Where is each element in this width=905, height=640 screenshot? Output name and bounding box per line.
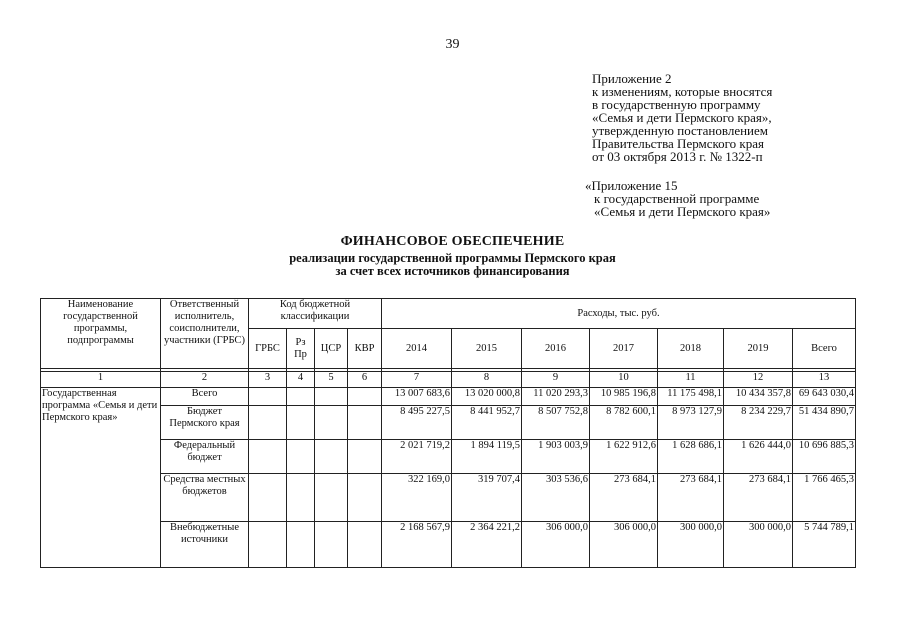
funding-source: Всего xyxy=(161,388,249,406)
financing-table xyxy=(40,298,856,568)
table-row xyxy=(41,406,856,440)
column-number: 1 xyxy=(41,372,161,388)
funding-source: Федеральный бюджет xyxy=(161,440,249,474)
page-number: 39 xyxy=(445,37,460,52)
value-cell: 13 007 683,6 xyxy=(382,388,452,406)
value-cell: 303 536,6 xyxy=(522,474,590,522)
value-cell: 8 441 952,7 xyxy=(452,406,522,440)
value-cell: 319 707,4 xyxy=(452,474,522,522)
header-kvr: КВР xyxy=(348,329,382,369)
value-cell: 2 168 567,9 xyxy=(382,522,452,568)
value-cell: 306 000,0 xyxy=(590,522,658,568)
header-responsible: Ответственный исполнитель, соисполнители, участники (ГРБС) xyxy=(161,299,249,369)
value-cell: 8 973 127,9 xyxy=(658,406,724,440)
value-cell: 8 782 600,1 xyxy=(590,406,658,440)
appendix-line: «Семья и дети Пермского края», xyxy=(592,110,772,125)
header-year: 2018 xyxy=(658,329,724,369)
funding-source: Средства местных бюджетов xyxy=(161,474,249,522)
header-expenses: Расходы, тыс. руб. xyxy=(382,299,856,329)
value-cell: 11 175 498,1 xyxy=(658,388,724,406)
appendix-line: от 03 октября 2013 г. № 1322-п xyxy=(592,149,763,164)
column-number: 5 xyxy=(315,372,348,388)
header-budget-code: Код бюджетной классификации xyxy=(249,299,382,329)
value-cell: 300 000,0 xyxy=(658,522,724,568)
appendix15-block xyxy=(585,179,770,218)
value-cell: 13 020 000,8 xyxy=(452,388,522,406)
value-cell: 8 234 229,7 xyxy=(724,406,793,440)
column-number: 8 xyxy=(452,372,522,388)
appendix15-line: «Приложение 15 xyxy=(585,178,678,193)
header-year: 2014 xyxy=(382,329,452,369)
appendix15-line: к государственной программе xyxy=(594,191,760,206)
funding-source: Внебюджетные источники xyxy=(161,522,249,568)
value-cell: 10 434 357,8 xyxy=(724,388,793,406)
value-cell: 51 434 890,7 xyxy=(793,406,856,440)
column-number: 3 xyxy=(249,372,287,388)
column-number: 12 xyxy=(724,372,793,388)
value-cell: 273 684,1 xyxy=(724,474,793,522)
appendix15-line: «Семья и дети Пермского края» xyxy=(594,204,771,219)
value-cell: 300 000,0 xyxy=(724,522,793,568)
header-year: 2016 xyxy=(522,329,590,369)
value-cell: 1 622 912,6 xyxy=(590,440,658,474)
header-year: 2015 xyxy=(452,329,522,369)
funding-source: Бюджет Пермского края xyxy=(161,406,249,440)
value-cell: 322 169,0 xyxy=(382,474,452,522)
value-cell: 5 744 789,1 xyxy=(793,522,856,568)
header-grbs: ГРБС xyxy=(249,329,287,369)
document-title: ФИНАНСОВОЕ ОБЕСПЕЧЕНИЕ xyxy=(340,234,565,249)
header-year: 2017 xyxy=(590,329,658,369)
value-cell: 1 894 119,5 xyxy=(452,440,522,474)
value-cell: 11 020 293,3 xyxy=(522,388,590,406)
table-row xyxy=(41,522,856,568)
value-cell: 10 696 885,3 xyxy=(793,440,856,474)
column-number: 10 xyxy=(590,372,658,388)
value-cell: 8 507 752,8 xyxy=(522,406,590,440)
column-number: 4 xyxy=(287,372,315,388)
value-cell: 1 626 444,0 xyxy=(724,440,793,474)
header-total: Всего xyxy=(793,329,856,369)
header-rz-pr: Рз Пр xyxy=(287,329,315,369)
column-number: 7 xyxy=(382,372,452,388)
appendix-line: в государственную программу xyxy=(592,97,761,112)
appendix-line: к изменениям, которые вносятся xyxy=(592,84,773,99)
value-cell: 8 495 227,5 xyxy=(382,406,452,440)
appendix-block xyxy=(592,72,772,163)
value-cell: 69 643 030,4 xyxy=(793,388,856,406)
appendix-line: Правительства Пермского края xyxy=(592,136,764,151)
column-number: 13 xyxy=(793,372,856,388)
value-cell: 306 000,0 xyxy=(522,522,590,568)
header-year: 2019 xyxy=(724,329,793,369)
appendix-line: утвержденную постановлением xyxy=(592,123,769,138)
value-cell: 1 903 003,9 xyxy=(522,440,590,474)
document-subtitle: реализации государственной программы Пермского края xyxy=(289,251,616,265)
value-cell: 273 684,1 xyxy=(590,474,658,522)
header-csr: ЦСР xyxy=(315,329,348,369)
table-row xyxy=(41,388,856,406)
appendix-line: Приложение 2 xyxy=(592,71,672,86)
table-row xyxy=(41,474,856,522)
value-cell: 1 766 465,3 xyxy=(793,474,856,522)
header-name: Наименование государственной программы, подпрограммы xyxy=(41,299,161,369)
document-subtitle-2: за счет всех источников финансирования xyxy=(335,264,570,278)
column-number: 6 xyxy=(348,372,382,388)
column-number: 2 xyxy=(161,372,249,388)
table-row xyxy=(41,440,856,474)
value-cell: 2 364 221,2 xyxy=(452,522,522,568)
value-cell: 10 985 196,8 xyxy=(590,388,658,406)
column-number: 11 xyxy=(658,372,724,388)
program-name: Государственная программа «Семья и дети Пермского края» xyxy=(41,388,161,568)
value-cell: 273 684,1 xyxy=(658,474,724,522)
value-cell: 1 628 686,1 xyxy=(658,440,724,474)
column-number: 9 xyxy=(522,372,590,388)
value-cell: 2 021 719,2 xyxy=(382,440,452,474)
